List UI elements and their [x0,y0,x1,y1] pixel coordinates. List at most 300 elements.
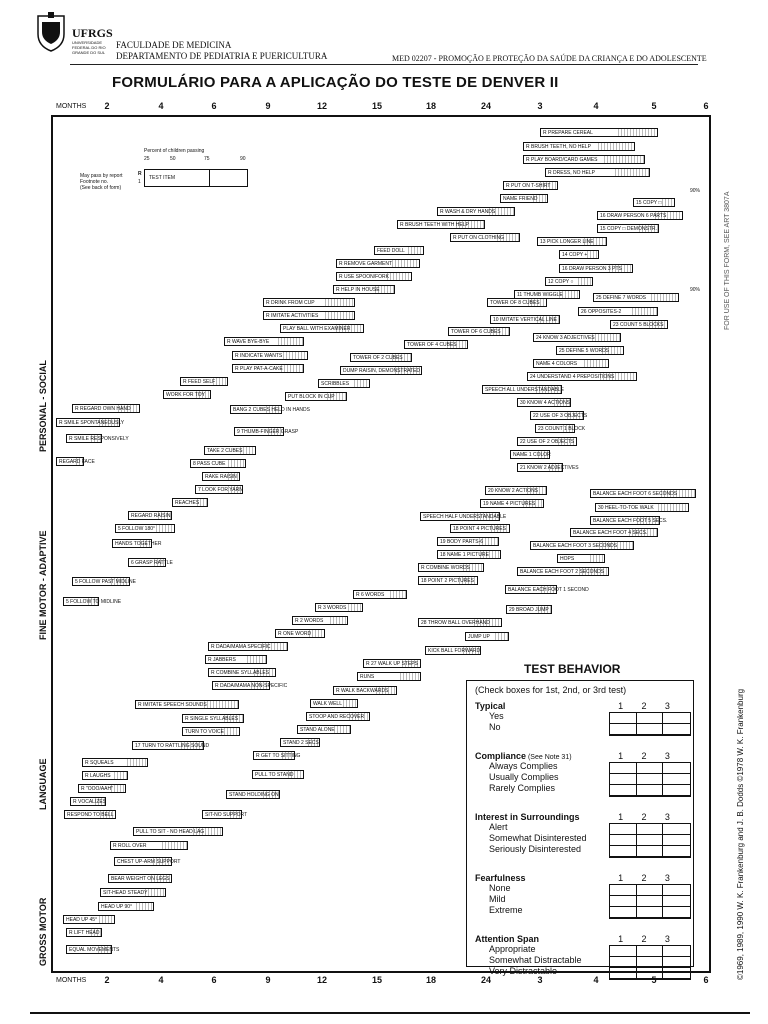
test-item-label: WALK WELL [313,700,342,707]
behavior-heading-text: Attention Span [475,934,539,944]
test-item-bar [527,372,637,381]
month-tick: 15 [371,101,383,111]
test-item-bar [517,398,571,407]
behavior-checkbox[interactable] [663,785,690,796]
behavior-column-number: 3 [664,873,670,883]
month-tick: 4 [158,101,164,111]
test-item-label: PLAY BALL WITH EXAMINER [283,325,351,332]
test-item-shade [226,460,245,467]
test-item-bar [418,576,478,585]
test-item-label: BALANCE EACH FOOT 1 SECOND [508,586,589,593]
test-item-label: RESPOND TO BELL [67,811,114,818]
test-item-shade [112,772,127,779]
test-item-label: SIT-HEAD STEADY [103,889,148,896]
test-item-label: STAND HOLDING ON [229,791,279,798]
behavior-checkbox[interactable] [663,946,690,957]
test-item-bar [132,741,210,750]
test-item-bar [232,351,308,360]
test-item-shade [660,199,674,206]
test-item-shade [656,504,688,511]
test-item-bar [66,928,102,937]
behavior-checkbox[interactable] [637,713,664,724]
behavior-column-numbers [609,934,679,944]
test-item-bar [533,333,621,342]
test-item-label: R REMOVE GARMENT [339,260,393,267]
test-item-bar [280,738,320,747]
test-item-bar [318,379,370,388]
behavior-column-number: 3 [664,701,670,711]
test-item-label: 7 LOOK FOR YARN [198,486,243,493]
behavior-checkbox[interactable] [610,846,637,857]
behavior-option: Somewhat Disinterested [489,833,587,843]
test-item-bar [340,366,422,375]
test-item-bar [82,758,148,767]
legend-item-divider [209,170,210,186]
test-item-label: 5 FOLLOW TO MIDLINE [66,598,122,605]
test-item-label: 6 GRASP RATTLE [131,559,173,566]
test-item-shade [323,299,355,306]
month-tick: 6 [703,975,709,985]
test-item-bar [128,558,173,567]
test-item-label: RUNS [360,673,375,680]
test-item-shade [341,700,357,707]
behavior-checkbox[interactable] [663,713,690,724]
pct-label-a: 90% [690,188,701,194]
test-item-label: REACHES [175,499,200,506]
test-item-bar [506,605,552,614]
test-item-label: TOWER OF 6 CUBES [451,328,501,335]
behavior-checkbox[interactable] [663,824,690,835]
test-item-label: R IMITATE SPEECH SOUNDS [138,701,207,708]
test-item-bar [98,902,154,911]
test-item-label: R "OOO/AAH" [81,785,113,792]
test-item-label: R BRUSH TEETH, NO HELP [526,143,591,150]
test-item-shade [406,247,423,254]
test-item-label: R PLAY BOARD/CARD GAMES [526,156,598,163]
month-tick: 9 [265,101,271,111]
test-item-label: R WAVE BYE-BYE [227,338,270,345]
test-item-bar [112,539,162,548]
test-item-bar [66,945,120,954]
test-item-bar [510,450,550,459]
test-item-bar [590,489,696,498]
month-tick: 24 [480,975,492,985]
behavior-checkbox[interactable] [610,835,637,846]
test-item-bar [374,246,424,255]
test-item-shade [276,338,303,345]
behavior-heading-text: Typical [475,701,506,711]
behavior-checkbox[interactable] [610,907,637,918]
test-item-label: HANDS TOGETHER [115,540,162,547]
test-item-bar [108,874,172,883]
test-item-bar [480,499,544,508]
test-item-shade [125,759,147,766]
test-item-shade [596,143,635,150]
test-item-label: R 27 WALK UP STEPS [366,660,418,667]
test-item-bar [115,524,175,533]
behavior-checkbox[interactable] [610,896,637,907]
test-item-bar [505,585,589,594]
test-item-bar [72,577,136,586]
copyright: ©1969, 1989, 1990 W. K. Frankenburg and J. B. Dodds ©1978 W. K. Frankenburg [736,688,745,980]
test-item-label: R ONE WORD [278,630,312,637]
behavior-checkbox-grid [609,712,691,736]
faculty-line-2: DEPARTAMENTO DE PEDIATRIA E PUERICULTURA [116,51,328,61]
test-item-label: NAME FRIEND [503,195,538,202]
test-item-shade [582,360,608,367]
faculty-line-1: FACULDADE DE MEDICINA [116,40,232,50]
test-item-label: R PLAY PAT-A-CAKE [235,365,283,372]
test-item-label: R GET TO SITTING [256,752,301,759]
test-item-bar [204,446,256,455]
behavior-column-number: 1 [618,701,624,711]
behavior-checkbox[interactable] [610,713,637,724]
test-item-bar [135,700,239,709]
test-item-label: HEAD UP 45° [66,916,98,923]
behavior-column-number: 1 [618,873,624,883]
test-item-label: 21 KNOW 2 ADJECTIVES [520,464,579,471]
behavior-checkbox[interactable] [637,846,664,857]
ufrgs-crest-icon [36,12,66,52]
test-item-bar [482,385,562,394]
behavior-checkbox[interactable] [637,835,664,846]
month-tick: 6 [211,101,217,111]
test-item-label: R PUT ON T-SHIRT [506,182,551,189]
test-item-bar [100,888,166,897]
behavior-checkbox[interactable] [663,724,690,735]
test-item-label: 23 COUNT 1 BLOCK [538,425,586,432]
legend-r: R [138,171,142,177]
test-item-label: R DRINK FROM CUP [266,299,315,306]
behavior-checkbox[interactable] [663,774,690,785]
month-tick: 2 [104,101,110,111]
behavior-checkbox[interactable] [663,957,690,968]
test-item-bar [545,277,593,286]
behavior-column-number: 2 [641,934,647,944]
test-item-label: PULL TO STAND [255,771,294,778]
test-item-shade [245,656,266,663]
test-item-label: 18 NAME 1 PICTURE [440,551,489,558]
test-item-bar [202,472,240,481]
section-fine-motor: FINE MOTOR - ADAPTIVE [38,530,48,640]
test-item-label: EQUAL MOVEMENTS [69,946,120,953]
test-item-bar [72,404,140,413]
behavior-checkbox[interactable] [663,885,690,896]
test-item-bar [212,681,288,690]
test-item-bar [114,857,181,866]
test-item-shade [281,352,307,359]
test-item-bar [556,346,624,355]
test-item-bar [297,725,351,734]
test-item-label: R VOCALIZES [73,798,107,805]
behavior-heading-note: (See Note 31) [526,754,572,761]
test-item-bar [172,498,208,507]
behavior-column-number: 1 [618,934,624,944]
test-behavior-panel [462,662,698,976]
test-item-label: JUMP UP [468,633,490,640]
test-item-label: KICK BALL FORWARD [428,647,481,654]
test-item-label: 11 THUMB WIGGLE [517,291,563,298]
test-item-bar [485,486,547,495]
behavior-heading-text: Interest in Surroundings [475,812,580,822]
month-tick: 15 [371,975,383,985]
behavior-column-number: 3 [664,751,670,761]
test-item-label: 29 BROAD JUMP [509,606,549,613]
test-item-bar [535,424,586,433]
test-item-bar [570,528,658,537]
behavior-column-number: 1 [618,751,624,761]
test-item-label: R DADA/MAMA NON-SPECIFIC [215,682,288,689]
behavior-checkbox[interactable] [663,846,690,857]
test-item-label: 24 UNDERSTAND 4 PREPOSITIONS [530,373,615,380]
test-item-bar [517,567,609,576]
test-item-label: CHEST UP-ARM SUPPORT [117,858,181,865]
behavior-checkbox[interactable] [610,774,637,785]
behavior-checkbox[interactable] [637,885,664,896]
test-item-bar [487,298,547,307]
test-item-label: 8 PASS CUBE [193,460,226,467]
behavior-option: Extreme [489,905,523,915]
test-item-label: R WASH & DRY HANDS [440,208,496,215]
test-item-shade [493,633,508,640]
behavior-group [475,751,693,794]
behavior-option: Alert [489,822,508,832]
behavior-option: Usually Complies [489,772,559,782]
behavior-group [475,934,693,977]
test-item-bar [306,712,370,721]
test-item-bar [540,128,658,137]
pct-label-b: 90% [690,287,701,293]
section-gross-motor: GROSS MOTOR [38,897,48,966]
month-tick: 5 [651,975,657,985]
test-item-bar [202,810,248,819]
test-item-label: HEAD UP 90° [101,903,133,910]
test-item-bar [208,642,288,651]
behavior-checkbox[interactable] [637,724,664,735]
test-item-bar [275,629,325,638]
test-item-bar [597,224,659,233]
behavior-column-numbers [609,812,679,822]
test-item-label: 30 KNOW 4 ACTIONS [520,399,571,406]
behavior-checkbox[interactable] [610,946,637,957]
test-item-label: 15 COPY □ [636,199,662,206]
test-item-bar [503,181,558,190]
test-item-bar [133,827,223,836]
test-item-shade [97,916,115,923]
behavior-checkbox[interactable] [610,824,637,835]
behavior-checkbox[interactable] [610,885,637,896]
test-item-bar [66,434,129,443]
test-item-label: TURN TO VOICE [185,728,224,735]
test-item-label: TOWER OF 4 CUBES [407,341,457,348]
test-item-bar [182,714,244,723]
test-item-bar [450,233,520,242]
behavior-group [475,812,693,855]
test-item-label: NAME 1 COLOR [513,451,551,458]
behavior-checkbox[interactable] [663,907,690,918]
test-item-label: BALANCE EACH FOOT 6 SECONDS [593,490,678,497]
test-item-bar [530,411,588,420]
test-item-label: R SINGLE SYLLABLES [185,715,239,722]
legend [80,148,260,198]
test-behavior-box [466,680,694,976]
test-item-label: STAND 2 SECS [283,739,319,746]
test-item-label: 13 PICK LONGER LINE [540,238,594,245]
test-item-label: R DADA/MAMA SPECIFIC [211,643,271,650]
test-item-label: 17 TURN TO RATTLING SOUND [135,742,210,749]
test-item-bar [523,155,645,164]
test-item-label: R JABBERS [208,656,236,663]
test-item-label: DUMP RAISIN, DEMONSTRATED [343,367,421,374]
test-item-bar [350,353,412,362]
test-behavior-instruction: (Check boxes for 1st, 2nd, or 3rd test) [475,685,627,695]
behavior-checkbox[interactable] [637,896,664,907]
test-item-bar [418,618,502,627]
test-item-label: 22 USE OF 2 OBJECTS [520,438,575,445]
test-item-bar [557,554,605,563]
behavior-heading-text: Fearfulness [475,873,526,883]
course-line: MED 02207 - PROMOÇÃO E PROTEÇÃO DA SAÚDE DA CRIANÇA E DO ADOLESCENTE [392,54,707,63]
test-item-bar [64,810,116,819]
test-item-label: 12 COPY ○ [548,278,574,285]
test-item-label: R INDICATE WANTS [235,352,283,359]
test-item-bar [208,668,276,677]
test-item-bar [437,207,515,216]
behavior-checkbox[interactable] [637,957,664,968]
behavior-checkbox[interactable] [637,763,664,774]
test-behavior-title: TEST BEHAVIOR [524,662,621,676]
behavior-checkbox[interactable] [610,785,637,796]
behavior-checkbox[interactable] [610,763,637,774]
test-item-bar [437,550,501,559]
test-item-label: R SMILE RESPONSIVELY [69,435,129,442]
month-tick: 9 [265,975,271,985]
test-item-bar [263,311,355,320]
test-item-bar [263,298,355,307]
behavior-group [475,873,693,916]
behavior-checkbox[interactable] [637,946,664,957]
test-item-label: R SQUEALS [85,759,114,766]
test-item-bar [82,771,128,780]
test-item-label: R PUT ON CLOTHING [453,234,505,241]
test-item-shade [613,169,649,176]
behavior-checkbox-grid [609,762,691,797]
test-item-label: 24 KNOW 3 ADJECTIVES [536,334,595,341]
behavior-checkbox[interactable] [637,785,664,796]
side-note: FOR USE OF THIS FORM, SEE ART 3807A [724,191,731,330]
test-item-shade [390,260,419,267]
test-item-bar [234,427,299,436]
test-item-label: BALANCE EACH FOOT 3 SECONDS [533,542,618,549]
test-item-bar [182,727,240,736]
test-item-bar [593,293,679,302]
test-item-label: SPEECH HALF UNDERSTANDABLE [423,513,507,520]
test-item-bar [590,516,668,525]
test-item-label: PUT BLOCK IN CUP [288,393,335,400]
test-item-label: R 2 WORDS [295,617,324,624]
behavior-heading-text: Compliance [475,751,527,761]
test-item-bar [333,285,395,294]
test-item-bar [357,672,421,681]
test-item-bar [500,194,548,203]
test-item-label: 19 NAME 4 PICTURES [483,500,536,507]
behavior-column-number: 2 [641,751,647,761]
test-item-label: 9 THUMB-FINGER GRASP [237,428,299,435]
test-item-label: R LAUGHS [85,772,111,779]
test-item-label: 20 KNOW 2 ACTIONS [488,487,539,494]
behavior-checkbox[interactable] [637,824,664,835]
test-item-bar [437,537,499,546]
test-item-bar [537,237,607,246]
test-item-label: BALANCE EACH FOOT 4 SECS. [573,529,648,536]
month-tick: 18 [425,975,437,985]
test-item-label: R BRUSH TEETH WITH HELP [400,221,469,228]
behavior-column-numbers [609,751,679,761]
test-item-label: 28 THROW BALL OVERHAND [421,619,490,626]
legend-footnote: Footnote no. [80,179,109,185]
test-item-label: 16 DRAW PERSON 3 PTS [562,265,622,272]
test-item-label: 15 COPY □ DEMONSTR. [600,225,657,232]
ufrgs-name: UFRGS [72,26,113,40]
behavior-column-number: 1 [618,812,624,822]
page-title: FORMULÁRIO PARA A APLICAÇÃO DO TESTE DE DENVER II [112,74,559,91]
behavior-option: No [489,722,501,732]
test-item-shade [398,673,420,680]
test-item-shade [649,294,678,301]
test-item-bar [224,337,304,346]
test-item-label: 30 HEEL-TO-TOE WALK [598,504,654,511]
months-label-top: MONTHS [56,103,87,110]
test-item-label: PULL TO SIT - NO HEAD LAG [136,828,205,835]
test-item-label: 22 USE OF 3 OBJECTS [533,412,588,419]
test-item-bar [418,563,484,572]
behavior-option: Appropriate [489,944,536,954]
test-item-label: RAKE RAISIN [205,473,237,480]
test-item-label: R USE SPOON/FORK [339,273,390,280]
test-item-bar [397,220,485,229]
test-item-bar [336,272,412,281]
test-item-bar [292,616,348,625]
behavior-checkbox[interactable] [610,724,637,735]
test-item-label: 19 BODY PARTS-6 [440,538,484,545]
behavior-option: Yes [489,711,504,721]
test-item-label: 23 COUNT 5 BLOCKS [613,321,664,328]
behavior-option: Very Distractable [489,966,558,976]
test-item-bar [128,511,172,520]
behavior-option: Somewhat Distractable [489,955,582,965]
behavior-option: Seriously Disinterested [489,844,582,854]
test-item-bar [205,655,267,664]
test-item-bar [523,142,635,151]
behavior-checkbox[interactable] [663,896,690,907]
test-item-bar [315,603,363,612]
test-item-bar [533,359,609,368]
test-item-shade [602,156,644,163]
test-item-shade [588,555,604,562]
test-item-bar [559,250,599,259]
behavior-checkbox[interactable] [637,774,664,785]
test-item-bar [425,646,481,655]
behavior-checkbox[interactable] [637,907,664,918]
test-item-shade [202,701,238,708]
behavior-checkbox[interactable] [663,835,690,846]
test-item-label: TOWER OF 2 CUBES [353,354,403,361]
test-item-bar [195,485,243,494]
legend-p50: 50 [170,156,176,162]
behavior-checkbox[interactable] [610,957,637,968]
behavior-checkbox[interactable] [663,763,690,774]
test-item-bar [180,377,228,386]
